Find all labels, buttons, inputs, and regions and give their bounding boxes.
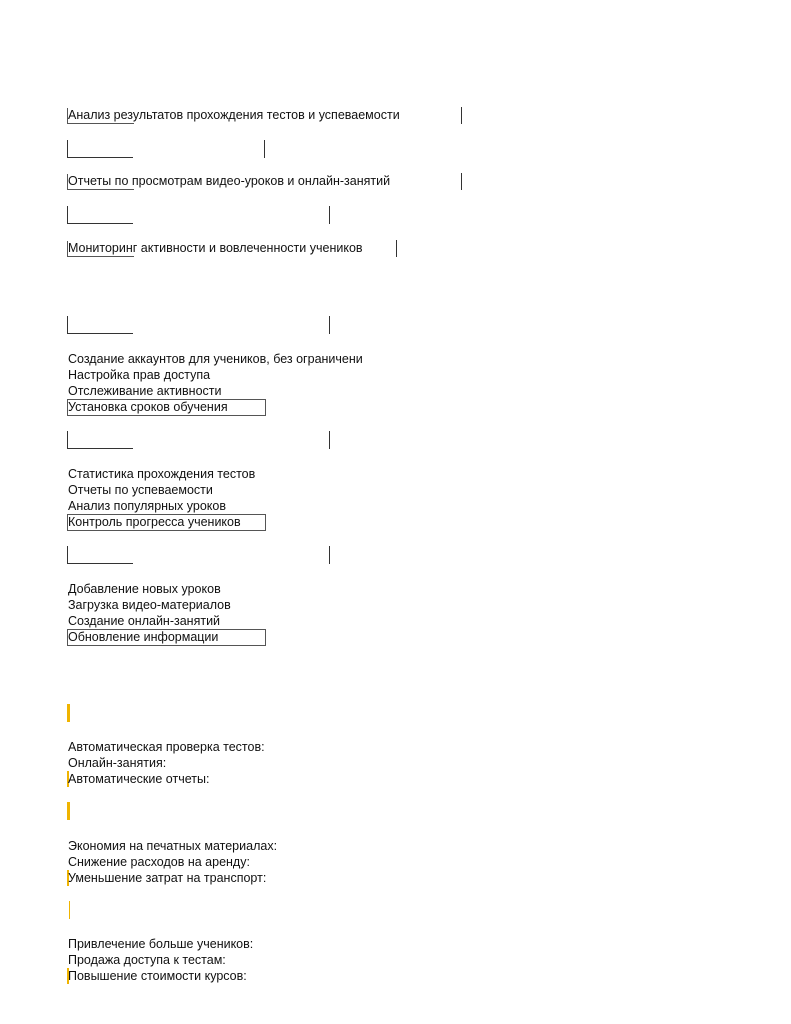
list-item: Создание аккаунтов для учеников, без ограничени [68, 352, 363, 366]
empty-field [67, 140, 267, 158]
empty-field [67, 206, 332, 224]
list-item: Отчеты по успеваемости [68, 483, 213, 497]
list-item: Создание онлайн-занятий [68, 614, 221, 628]
list-item: Контроль прогресса учеников [68, 515, 241, 529]
report-item: Анализ результатов прохождения тестов и успеваемости [68, 108, 400, 122]
list-item: Статистика прохождения тестов [68, 467, 256, 481]
report-item: Отчеты по просмотрам видео-уроков и онлайн-занятий [68, 174, 391, 188]
field-right-border [396, 240, 397, 257]
list-item: Снижение расходов на аренду: [68, 855, 250, 869]
list-item: Установка сроков обучения [68, 400, 228, 414]
list-item: Автоматические отчеты: [68, 772, 210, 786]
report-item: Мониторинг активности и вовлеченности учеников [68, 241, 363, 255]
accent-marker [67, 802, 70, 820]
list-item: Онлайн-занятия: [68, 756, 167, 770]
empty-field [67, 431, 332, 449]
list-item: Уменьшение затрат на транспорт: [68, 871, 267, 885]
list-item: Добавление новых уроков [68, 582, 221, 596]
list-item: Привлечение больше учеников: [68, 937, 254, 951]
accent-marker [67, 704, 70, 722]
empty-field [67, 546, 332, 564]
list-item: Продажа доступа к тестам: [68, 953, 226, 967]
list-item: Повышение стоимости курсов: [68, 969, 247, 983]
field-right-border [461, 173, 462, 190]
list-item: Анализ популярных уроков [68, 499, 226, 513]
empty-field [67, 316, 332, 334]
list-item: Экономия на печатных материалах: [68, 839, 278, 853]
list-item: Настройка прав доступа [68, 368, 211, 382]
list-item: Автоматическая проверка тестов: [68, 740, 265, 754]
accent-marker [67, 901, 70, 919]
field-right-border [461, 107, 462, 124]
list-item: Отслеживание активности [68, 384, 222, 398]
list-item: Загрузка видео-материалов [68, 598, 231, 612]
list-item: Обновление информации [68, 630, 219, 644]
